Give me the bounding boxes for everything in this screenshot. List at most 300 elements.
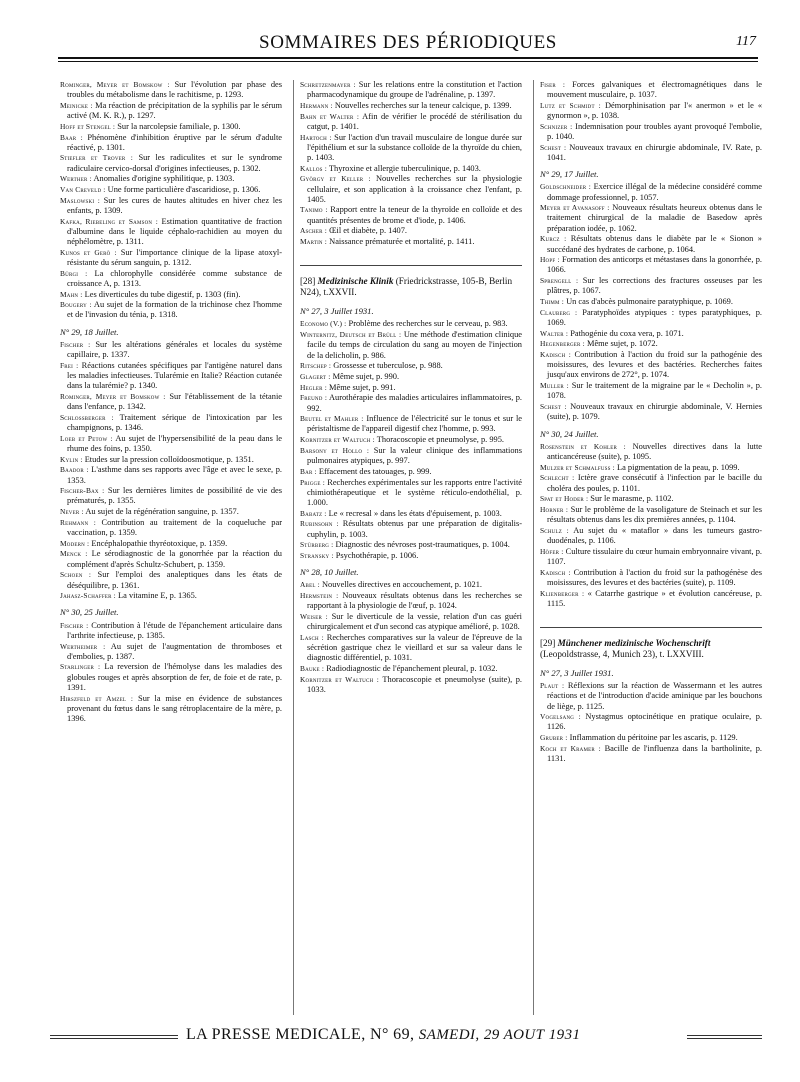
entry-authors: Baar :	[60, 132, 83, 142]
entry-title: Au sujet de l'hypersensibilité de la peau dans le rhume des foins, p. 1350.	[67, 433, 282, 453]
entry	[540, 350, 762, 381]
entry-authors: Lutz et Schmidt :	[540, 100, 601, 110]
entry	[540, 568, 762, 588]
column-1	[60, 80, 282, 1015]
entry-authors: Schulz :	[540, 525, 569, 535]
entry-title: Inflammation du péritoine par les ascaris, p. 1129.	[569, 733, 738, 743]
entry	[60, 269, 282, 289]
entry	[540, 308, 762, 328]
entry-authors: Mahn :	[60, 289, 83, 299]
entry	[300, 664, 522, 674]
entry-title: Diagnostic des névroses post-traumatiques, p. 1004.	[335, 540, 510, 550]
entry-list	[300, 580, 522, 695]
entry-title: La chlorophylle considérée comme substance de croissance A, p. 1313.	[67, 268, 282, 288]
entry-authors: Hoff et Stengel :	[60, 121, 116, 131]
entry-authors: Koch et Kramer :	[540, 743, 601, 753]
entry-title: Au sujet de la formation de la trichinose chez l'homme et de l'invasion du ténia, p. 1318.	[67, 300, 282, 320]
entry-title: Recherches expérimentales sur les rapports entre l'activité chimiothérapeutique et le système réticulo-endothélial, p. 1.000.	[307, 477, 522, 507]
entry-title: Thoracoscopie et pneumolyse (suite), p. 1033.	[307, 674, 522, 694]
entry-list	[60, 340, 282, 602]
entry	[60, 591, 282, 601]
entry	[540, 547, 762, 567]
entry	[60, 642, 282, 662]
entry-authors: Hegler :	[300, 382, 327, 392]
issue-date: N° 30, 24 Juillet.	[540, 428, 599, 439]
entry	[300, 633, 522, 664]
entry-authors: Kornitzer et Waltuch :	[300, 674, 380, 684]
entry-authors: Baador :	[60, 465, 89, 475]
entry-authors: Meyer et Avanasoff :	[540, 203, 610, 213]
entry-title: Encéphalopathie thyréotoxique, p. 1359.	[91, 538, 228, 548]
entry	[60, 340, 282, 360]
entry-title: Sur la mise en évidence de substances provenant du fœtus dans le sang rétroplacentaire de la mère, p. 1396.	[67, 693, 282, 723]
entry	[60, 507, 282, 517]
entry-authors: Freund :	[300, 393, 328, 403]
entry-authors: Muller :	[540, 381, 569, 391]
entry-title: Sur les radiculites et sur le syndrome radiculaire cervico-dorsal d'origines infectieuses, p. 1302.	[67, 153, 282, 173]
entry-title: Phénomène d'inhibition éruptive par le sérum d'adulte réactivé, p. 1301.	[67, 132, 282, 152]
entry-authors: Bahn et Walter :	[300, 111, 360, 121]
issue-date: N° 27, 3 Juillet 1931.	[300, 306, 374, 317]
entry	[60, 539, 282, 549]
entry	[60, 361, 282, 392]
entry-title: Effacement des tatouages, p. 999.	[318, 466, 432, 476]
entry-title: Sur les dernières limites de possibilité de vie des prématurés, p. 1355.	[67, 486, 282, 506]
entry	[540, 297, 762, 307]
journal-number: [28]	[300, 276, 316, 287]
entry-authors: Hopf :	[540, 255, 560, 265]
entry-title: La reversion de l'hémolyse dans les maladies des globules rouges et après absorption de fer, de foie et de rate, p. 1391.	[67, 662, 282, 692]
entry-list	[60, 621, 282, 725]
entry-title: Aurothérapie des maladies articulaires inflammatoires, p. 992.	[307, 393, 522, 413]
entry	[300, 580, 522, 590]
footer-journal: LA PRESSE MEDICALE,	[186, 1026, 366, 1043]
entry-authors: Fischer-Bax :	[60, 486, 105, 496]
column-3	[540, 80, 762, 1015]
entry-list	[60, 80, 282, 321]
footer-rule-right	[687, 1038, 762, 1039]
entry	[60, 549, 282, 569]
entry-title: Pathogénie du coxa vera, p. 1071.	[570, 328, 684, 338]
entry-title: Les diverticules du tube digestif, p. 1303 (fin).	[84, 289, 241, 299]
entry-title: Nouveaux résultats heureux obtenus dans le traitement chirurgical de la maladie de Basedow après préparation iodée, p. 1062.	[547, 203, 762, 233]
entry-title: Sur la narcolepsie familiale, p. 1300.	[117, 121, 241, 131]
entry	[60, 662, 282, 693]
entry-authors: Clauberg :	[540, 307, 578, 317]
entry-title: Sur la valeur clinique des inflammations pulmonaires atypiques, p. 997.	[307, 445, 522, 466]
entry-authors: Kadisch :	[540, 567, 571, 577]
entry	[540, 733, 762, 743]
entry-title: Nouvelles directives en accouchement, p. 1021.	[321, 580, 482, 590]
entry-authors: Never :	[60, 507, 84, 517]
entry-title: Sur l'action d'un travail musculaire de longue durée sur l'épithélium et sur la substance colloïde de la thyroïde du chien, p. 1403.	[307, 132, 522, 162]
entry-authors: Mulzer et Schmalfuss :	[540, 462, 615, 472]
entry	[60, 174, 282, 184]
entry	[300, 435, 522, 445]
entry	[540, 122, 762, 142]
entry	[300, 330, 522, 361]
journal-name: Medizinische Klinik	[317, 276, 394, 287]
entry-authors: Ritschep :	[300, 361, 332, 371]
entry	[300, 133, 522, 164]
entry-authors: Fischer :	[60, 620, 89, 630]
entry	[60, 434, 282, 454]
entry	[540, 234, 762, 254]
entry-title: Formation des anticorps et métastases dans la gonorrhée, p. 1066.	[547, 255, 762, 275]
journal-address: (Leopoldstrasse, 4, Munich 23), t. LXXVIII.	[540, 648, 704, 659]
entry-title: Contribution à l'action du froid sur la pathogénèse des moisissures, des levures et des bactéries (suite), p. 1109.	[547, 567, 762, 587]
issue-date: N° 27, 3 Juillet 1931.	[540, 667, 614, 678]
entry-title: Contribution au traitement de la coqueluche par vaccination, p. 1359.	[67, 517, 282, 538]
entry	[540, 463, 762, 473]
entry	[540, 276, 762, 296]
entry-title: Paratyphoïdes atypiques : types paratyphiques, p. 1069.	[547, 307, 762, 327]
entry-authors: Economo (V.) :	[300, 319, 347, 329]
entry-title: Sur l'importance clinique de la lipase atoxyl-résistante du sérum sanguin, p. 1312.	[67, 247, 282, 267]
entry	[60, 153, 282, 173]
entry-title: Etudes sur la pression colloïdoosmotique, p. 1351.	[84, 454, 254, 464]
entry	[540, 255, 762, 275]
entry	[540, 442, 762, 462]
entry-title: Même sujet, p. 991.	[329, 382, 396, 392]
entry	[60, 185, 282, 195]
entry	[300, 509, 522, 519]
entry-authors: Rehmann :	[60, 517, 96, 527]
entry-title: Réactions cutanées spécifiques par l'antigène naturel dans les maladies infectieuses. Tularémie en Italie? Réaction cutanée dans la tularémie? p. 1340.	[67, 360, 282, 391]
entry-authors: Jahasz-Schaffer :	[60, 591, 116, 601]
entry-title: Au sujet du « mataflor » dans les tumeurs gastro-duodénales, p. 1106.	[547, 525, 762, 546]
entry-title: Une forme particulière d'ascaridiose, p. 1306.	[107, 185, 261, 195]
entry-authors: Glagert :	[300, 371, 331, 381]
entry	[300, 383, 522, 393]
entry-title: Recherches comparatives sur la valeur de l'épreuve de la sécrétion gastrique chez le vieillard et sur sa valeur dans le diagnostic différentiel, p. 1031.	[307, 632, 522, 663]
entry	[60, 290, 282, 300]
entry-authors: Fischer :	[60, 339, 91, 349]
entry	[60, 455, 282, 465]
entry-authors: Abel :	[300, 580, 320, 590]
entry-title: Sur l'évolution par phase des troubles du métabolisme dans le rachitisme, p. 1293.	[67, 80, 282, 100]
entry	[540, 182, 762, 202]
entry	[300, 591, 522, 611]
entry-authors: Barsony et Hollo :	[300, 445, 370, 455]
entry-authors: Kafka, Riebeling et Samson :	[60, 216, 158, 226]
entry-authors: Rubinsohn :	[300, 519, 339, 529]
column-divider	[293, 80, 294, 1015]
entry-title: Psychothérapie, p. 1006.	[335, 550, 419, 560]
entry-title: Sur les altérations générales et locales du système capillaire, p. 1337.	[67, 339, 282, 360]
entry-list	[540, 80, 762, 163]
entry-authors: Goldschneider :	[540, 182, 592, 192]
entry-authors: Vogelsang :	[540, 712, 581, 722]
entry	[60, 196, 282, 216]
entry-title: Nouveaux résultats obtenus dans les recherches se rapportant à la physiologie de l'œuf, p. 1024.	[307, 591, 522, 611]
entry-list	[300, 319, 522, 561]
entry	[300, 675, 522, 695]
entry-title: Nouvelles recherches sur la teneur calcique, p. 1399.	[334, 100, 512, 110]
entry-authors: Werther :	[60, 174, 92, 184]
entry-title: Naissance prématurée et mortalité, p. 1411.	[329, 237, 475, 247]
entry-authors: Bougery :	[60, 300, 92, 310]
entry	[300, 551, 522, 561]
entry-title: Nouvelles directives dans la lutte anticancéreuse (suite), p. 1095.	[547, 441, 762, 461]
entry	[60, 465, 282, 485]
entry-title: Nouvelles recherches sur la physiologie cellulaire, et son application à la croissance chez l'enfant, p. 1405.	[307, 174, 522, 204]
entry-authors: Lasch :	[300, 632, 324, 642]
entry-authors: Stürberg :	[300, 540, 334, 550]
entry-authors: Hermstein :	[300, 591, 339, 601]
entry-title: Grossesse et tuberculose, p. 988.	[333, 361, 443, 371]
journal-heading	[540, 627, 762, 660]
entry-authors: György et Keller :	[300, 174, 371, 184]
entry	[540, 712, 762, 732]
column-divider	[533, 80, 534, 1015]
entry	[540, 505, 762, 525]
entry	[540, 80, 762, 100]
entry	[60, 694, 282, 725]
entry	[540, 402, 762, 422]
entry-authors: Kornitzer et Waltuch :	[300, 435, 375, 445]
entry	[60, 486, 282, 506]
journal-heading	[300, 265, 522, 298]
journal-number: [29]	[540, 637, 556, 648]
entry-title: Sur les corrections des fractures osseuses par les plâtres, p. 1067.	[547, 276, 762, 296]
entry	[300, 519, 522, 539]
entry-title: Sur le problème de la vasoligature de Steinach et sur les résultats obtenus dans les dix premières années, p. 1104.	[547, 504, 762, 525]
footer-text	[186, 1026, 580, 1044]
header-rule-thin	[58, 61, 758, 62]
entry-title: « Catarrhe gastrique » et évolution cancéreuse, p. 1115.	[547, 588, 762, 608]
entry-title: Indemnisation pour troubles ayant provoqué l'embolie, p. 1040.	[547, 121, 762, 142]
page-footer	[50, 1024, 762, 1048]
entry	[60, 413, 282, 433]
entry-authors: Bar :	[300, 466, 317, 476]
entry-title: Une méthode d'estimation clinique facile du temps de circulation du sang au moyen de l'injection de la delicholin, p. 986.	[307, 330, 522, 360]
entry-authors: Stransky :	[300, 550, 334, 560]
page-number: 117	[736, 34, 756, 49]
issue-date: N° 29, 17 Juillet.	[540, 169, 599, 180]
entry-title: Traitement sérique de l'intoxication par les champignons, p. 1346.	[67, 412, 282, 432]
entry-title: Sur le traitement de la migraine par le « Decholin », p. 1078.	[547, 381, 762, 401]
entry	[60, 133, 282, 153]
entry-authors: Hartoch :	[300, 132, 332, 142]
entry	[540, 381, 762, 401]
entry-authors: Bauke :	[300, 663, 325, 673]
entry-title: Problème des recherches sur le cerveau, p. 983.	[348, 319, 508, 329]
entry-title: Sur les relations entre la constitution et l'action pharmacodynamique du groupe de l'adrénaline, p. 1397.	[307, 80, 522, 100]
entry-authors: Babatz :	[300, 508, 327, 518]
entry-title: Sur l'emploi des analeptiques dans les états de déséquilibre, p. 1361.	[67, 570, 282, 590]
entry-authors: Rosenstein et Kohler :	[540, 441, 626, 451]
entry	[60, 248, 282, 268]
entry-title: Rapport entre la teneur de la thyroïde en colloïde et des quantités présentes de brome et d'iode, p. 1406.	[307, 205, 522, 225]
entry-title: Nouveaux travaux en chirurgie abdominale, V. Hernies (suite), p. 1079.	[547, 402, 762, 422]
entry-authors: Hirszfeld et Amzel :	[60, 693, 134, 703]
entry-authors: Rominger, Meyer et Bomskow :	[60, 80, 170, 89]
entry-authors: Winternitz, Deutsch et Brüll :	[300, 330, 402, 340]
entry-title: Influence de l'électricité sur le tonus et sur le péristaltisme de l'appareil digestif chez l'homme, p. 993.	[307, 414, 522, 434]
entry	[540, 101, 762, 121]
footer-rule-left	[50, 1038, 178, 1039]
entry-title: Même sujet, p. 1072.	[587, 339, 658, 349]
entry-authors: Thimm :	[540, 297, 564, 307]
entry-title: Thoracoscopie et pneumolyse, p. 995.	[376, 435, 505, 445]
entry-authors: Maslowski :	[60, 195, 101, 205]
entry-authors: Tanimo :	[300, 205, 328, 215]
entry-authors: Van Creveld :	[60, 185, 106, 195]
entry-title: Nouveaux travaux en chirurgie abdominale, IV. Rate, p. 1041.	[547, 142, 762, 162]
entry-title: Sur le marasme, p. 1102.	[590, 494, 674, 504]
entry-list	[300, 80, 522, 247]
footer-rule-left	[50, 1035, 178, 1036]
entry	[300, 205, 522, 225]
entry-authors: Plaut :	[540, 681, 565, 691]
entry-title: L'asthme dans ses rapports avec l'âge et avec le sexe, p. 1353.	[67, 465, 282, 485]
entry	[540, 744, 762, 764]
entry-title: Culture tissulaire du cœur humain embryonnaire vivant, p. 1107.	[547, 546, 762, 566]
issue-date: N° 29, 18 Juillet.	[60, 326, 119, 337]
entry-authors: Modern :	[60, 538, 90, 548]
entry-title: Thyroxine et allergie tuberculinique, p. 1403.	[328, 163, 481, 173]
entry-authors: Gruber :	[540, 733, 568, 743]
entry	[300, 446, 522, 466]
entry	[540, 143, 762, 163]
entry-authors: Sprengell :	[540, 276, 579, 286]
entry-authors: Kadisch :	[540, 350, 572, 360]
entry	[300, 540, 522, 550]
entry	[60, 122, 282, 132]
entry	[540, 589, 762, 609]
footer-day: SAMEDI,	[418, 1027, 480, 1043]
entry-title: Nystagmus optocinétique en pratique oculaire, p. 1126.	[547, 712, 762, 732]
entry-authors: Loeb et Petow :	[60, 433, 113, 443]
entry-authors: Beutel et Mahler :	[300, 414, 364, 424]
entry-authors: Höfer :	[540, 546, 564, 556]
entry	[60, 80, 282, 100]
journal-name: Münchener medizinische Wochenschrift	[557, 637, 711, 648]
entry-authors: Schest :	[540, 142, 567, 152]
entry-authors: Rominger, Meyer et Bomskow :	[60, 391, 166, 401]
page-title: SOMMAIRES DES PÉRIODIQUES	[259, 32, 557, 53]
entry-title: Sur les cures de hautes altitudes en hiver chez les enfants, p. 1309.	[67, 195, 282, 215]
entry	[300, 112, 522, 132]
entry-title: Sur le diverticule de la vessie, relation d'un cas guéri chirurgicalement et d'un second cas atypique amélioré, p. 1028.	[307, 611, 522, 632]
entry	[300, 101, 522, 111]
entry-title: Un cas d'abcès pulmonaire paratyphique, p. 1069.	[566, 297, 733, 307]
entry-authors: Schest :	[540, 402, 567, 412]
entry	[300, 478, 522, 509]
page-header	[58, 30, 758, 66]
entry	[300, 80, 522, 100]
footer-rule-right	[687, 1035, 762, 1036]
entry	[60, 300, 282, 320]
entry	[300, 612, 522, 632]
entry-title: Au sujet de l'augmentation de thromboses et d'embolies, p. 1387.	[67, 641, 282, 661]
entry-title: Résultats obtenus dans le diabète par le « Sionon » succédané des hydrates de carbone, p. 1064.	[547, 234, 762, 254]
entry-authors: Kunos et Gerö :	[60, 247, 117, 257]
footer-date: 29 AOUT	[483, 1027, 545, 1043]
entry-list	[540, 681, 762, 764]
entry-title: Ictère grave consécutif à l'infection par le bacille du choléra des poules, p. 1101.	[547, 473, 762, 493]
entry	[300, 237, 522, 247]
entry	[300, 393, 522, 413]
entry-authors: Kurcz :	[540, 234, 567, 244]
entry-authors: Menck :	[60, 549, 88, 559]
entry-authors: Ascher :	[300, 226, 327, 236]
entry-title: Œil et diabète, p. 1407.	[329, 226, 407, 236]
entry-authors: Starlinger :	[60, 662, 101, 672]
entry-title: Contribution à l'action du froid sur la pathogénie des moisissures, des levures et des bactéries. Recherches faites jusqu'aux environs de 272°, p. 1074.	[547, 350, 762, 380]
entry-authors: Hermann :	[300, 100, 333, 110]
entry	[60, 101, 282, 121]
journal-address: (Friedrickstrasse, 105-B, Berlin N24), t.XXVII.	[300, 276, 513, 298]
entry-authors: Kallos :	[300, 163, 327, 173]
entry-authors: Stiefler et Trover :	[60, 153, 134, 163]
entry-title: Le « recresal » dans les états d'épuisement, p. 1003.	[328, 508, 502, 518]
entry-title: Forces galvaniques et électromagnétiques dans le mouvement musculaire, p. 1037.	[547, 80, 762, 100]
entry-authors: Schoen :	[60, 570, 92, 580]
entry	[60, 570, 282, 590]
footer-issue: N° 69,	[370, 1026, 415, 1043]
entry-authors: Schretzenmayer :	[300, 80, 356, 89]
entry-authors: Martin :	[300, 237, 328, 247]
entry-authors: Spat et Hoder :	[540, 494, 589, 504]
entry-title: Afin de vérifier le procédé de stérilisation du catgut, p. 1401.	[307, 111, 522, 131]
entry-title: Même sujet, p. 990.	[332, 371, 400, 381]
entry	[300, 467, 522, 477]
entry-title: Démorphinisation par l'« anermon » et le « gynormon », p. 1038.	[547, 100, 762, 121]
columns	[60, 80, 760, 1015]
entry	[300, 414, 522, 434]
issue-date: N° 30, 25 Juillet.	[60, 607, 119, 618]
entry	[540, 339, 762, 349]
entry-authors: Prigge :	[300, 477, 326, 487]
entry	[300, 226, 522, 236]
entry	[300, 372, 522, 382]
entry-title: Résultats obtenus par une préparation de digitalis-cuphylin, p. 1003.	[307, 519, 522, 539]
entry-authors: Bürgi :	[60, 268, 88, 278]
entry	[540, 494, 762, 504]
entry-title: Bacille de l'influenza dans la bartholinite, p. 1131.	[547, 743, 762, 764]
entry-title: La vitamine E, p. 1365.	[118, 591, 197, 601]
entry	[60, 621, 282, 641]
column-2	[300, 80, 522, 1015]
entry-authors: Schlecht :	[540, 473, 575, 483]
entry-authors: Walter :	[540, 328, 569, 338]
entry	[540, 473, 762, 493]
issue-date: N° 28, 10 Juillet.	[300, 567, 359, 578]
entry-authors: Schnizer :	[540, 121, 573, 131]
entry-title: Le sérodiagnostic de la gonorrhée par la réaction du complément d'après Schultz-Schubert, p. 1359.	[67, 549, 282, 569]
entry-list	[540, 442, 762, 609]
entry-title: Au sujet de la régénération sanguine, p. 1357.	[85, 507, 239, 517]
entry-authors: Schlossberger :	[60, 412, 114, 422]
entry-title: Contribution à l'étude de l'épanchement articulaire dans l'arthrite infectieuse, p. 1385.	[67, 620, 282, 640]
entry-authors: Horner :	[540, 504, 569, 514]
entry-title: Réflexions sur la réaction de Wassermann et les autres réactions et de l'introduction d'acide aminique par les bouchons de liège, p. 1125.	[547, 681, 762, 711]
entry	[540, 329, 762, 339]
entry-authors: Hegenberger :	[540, 339, 585, 349]
entry-title: Sur l'établissement de la tétanie dans l'enfance, p. 1342.	[67, 391, 282, 412]
entry	[300, 361, 522, 371]
entry	[60, 217, 282, 248]
entry	[540, 681, 762, 712]
entry	[300, 174, 522, 205]
entry-title: Exercice illégal de la médecine considéré comme dommage professionnel, p. 1057.	[547, 182, 762, 202]
entry-authors: Klienberger :	[540, 588, 585, 598]
entry-authors: Frei :	[60, 360, 79, 370]
entry-title: La pigmentation de la peau, p. 1099.	[617, 462, 740, 472]
footer-year: 1931	[548, 1027, 581, 1043]
